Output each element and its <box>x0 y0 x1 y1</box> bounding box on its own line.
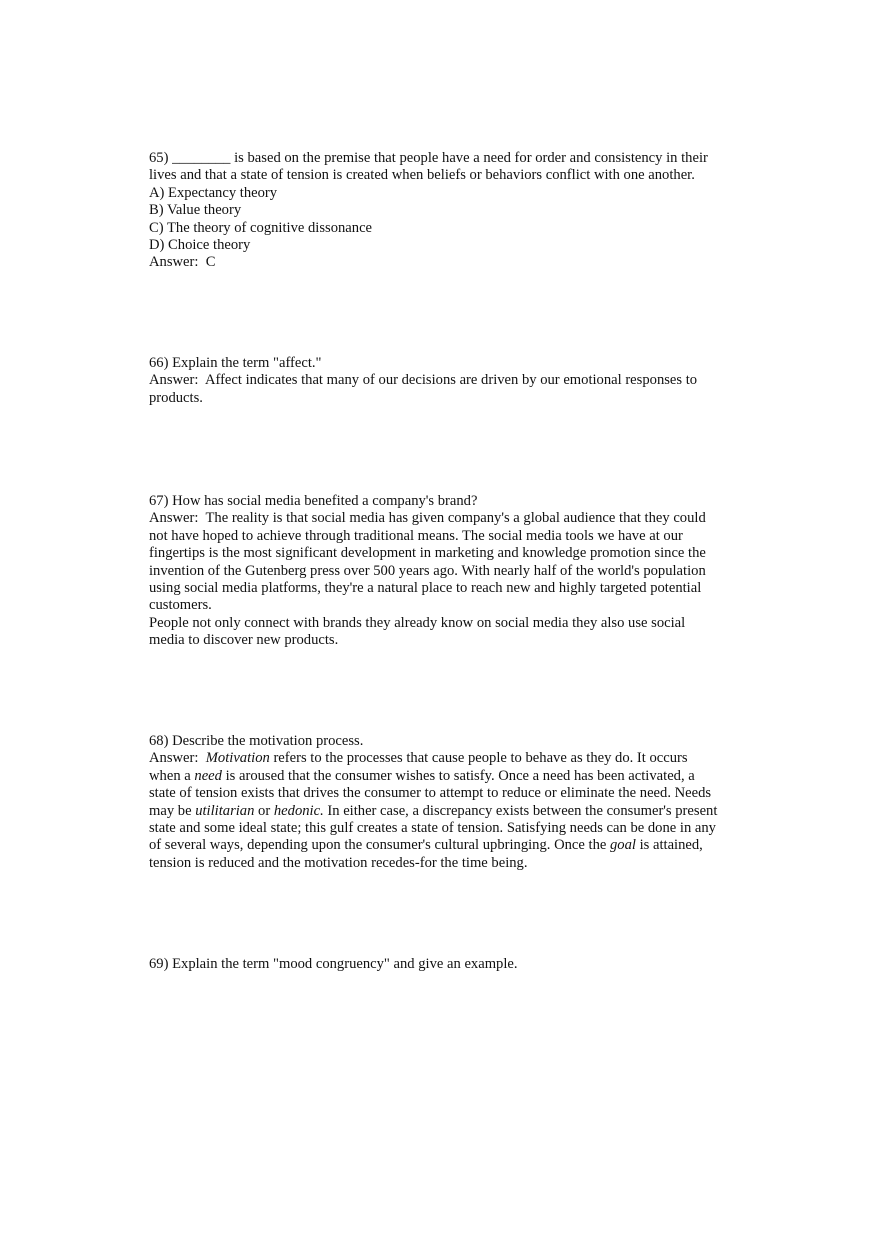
question-69 <box>149 956 739 973</box>
question-67-answer-line-3: fingertips is the most significant development in marketing and knowledge promotion since the <box>149 545 706 562</box>
term-motivation: Motivation <box>205 750 270 767</box>
question-67-text: 67) How has social media benefited a company's brand? <box>149 493 478 509</box>
option-b: B) Value theory <box>149 202 242 219</box>
question-66 <box>149 355 739 407</box>
question-67-answer-line-7: People not only connect with brands they already know on social media they also use social <box>149 614 686 631</box>
question-66-text: 66) Explain the term "affect." <box>149 355 322 371</box>
question-67-answer-line-2: not have hoped to achieve through traditional means. The social media tools we have at our <box>149 527 683 544</box>
option-a: A) Expectancy theory <box>149 184 278 201</box>
question-67-answer-line-5: using social media platforms, they're a natural place to reach new and highly targeted potential <box>149 580 702 597</box>
question-67-answer-line-6: customers. <box>149 597 212 614</box>
question-65-answer: Answer: C <box>149 254 216 271</box>
question-68-answer-line-2 <box>149 768 739 785</box>
option-c: C) The theory of cognitive dissonance <box>149 219 373 236</box>
question-67-answer-line-8: media to discover new products. <box>149 632 339 649</box>
question-68-text: 68) Describe the motivation process. <box>149 733 364 749</box>
answer-text: of several ways, depending upon the consumer's cultural upbringing. Once the <box>149 837 610 854</box>
term-utilitarian: utilitarian <box>195 802 255 819</box>
answer-text: refers to the processes that cause people to behave as they do. It occurs <box>269 750 688 767</box>
term-hedonic: hedonic. <box>273 802 324 819</box>
question-67-answer-line-1: Answer: The reality is that social media has given company's a global audience that they could <box>149 510 706 527</box>
question-68 <box>149 733 739 872</box>
question-68-answer-line-4 <box>149 803 739 820</box>
question-68-answer-line-7: tension is reduced and the motivation recedes-for the time being. <box>149 854 528 871</box>
question-67 <box>149 493 739 650</box>
answer-text: is aroused that the consumer wishes to satisfy. Once a need has been activated, a <box>221 767 695 784</box>
question-66-answer-line-2: products. <box>149 389 203 406</box>
answer-text: is attained, <box>635 837 703 854</box>
question-67-answer-line-4: invention of the Gutenberg press over 500 years ago. With nearly half of the world's population <box>149 562 706 579</box>
question-66-answer-line-1: Answer: Affect indicates that many of our decisions are driven by our emotional responses to <box>149 372 698 389</box>
question-68-answer-line-6 <box>149 837 739 854</box>
answer-text: may be <box>149 802 196 819</box>
question-68-answer-line-1 <box>149 750 739 767</box>
answer-label: Answer: <box>149 750 206 767</box>
answer-text: when a <box>149 767 195 784</box>
question-65-text-line-2: lives and that a state of tension is created when beliefs or behaviors conflict with one another. <box>149 167 695 184</box>
question-65 <box>149 150 739 272</box>
question-69-text: 69) Explain the term "mood congruency" and give an example. <box>149 956 518 972</box>
term-goal: goal <box>610 837 636 854</box>
question-68-answer-line-3: state of tension exists that drives the consumer to attempt to reduce or eliminate the need. Needs <box>149 785 712 802</box>
option-d: D) Choice theory <box>149 237 251 254</box>
question-68-answer-line-5: state and some ideal state; this gulf creates a state of tension. Satisfying needs can be done in any <box>149 820 716 837</box>
term-need: need <box>194 767 222 784</box>
answer-text: or <box>254 802 274 819</box>
question-65-text-line-1: 65) ________ is based on the premise that people have a need for order and consistency in their <box>149 150 708 166</box>
answer-text: In either case, a discrepancy exists between the consumer's present <box>323 802 718 819</box>
